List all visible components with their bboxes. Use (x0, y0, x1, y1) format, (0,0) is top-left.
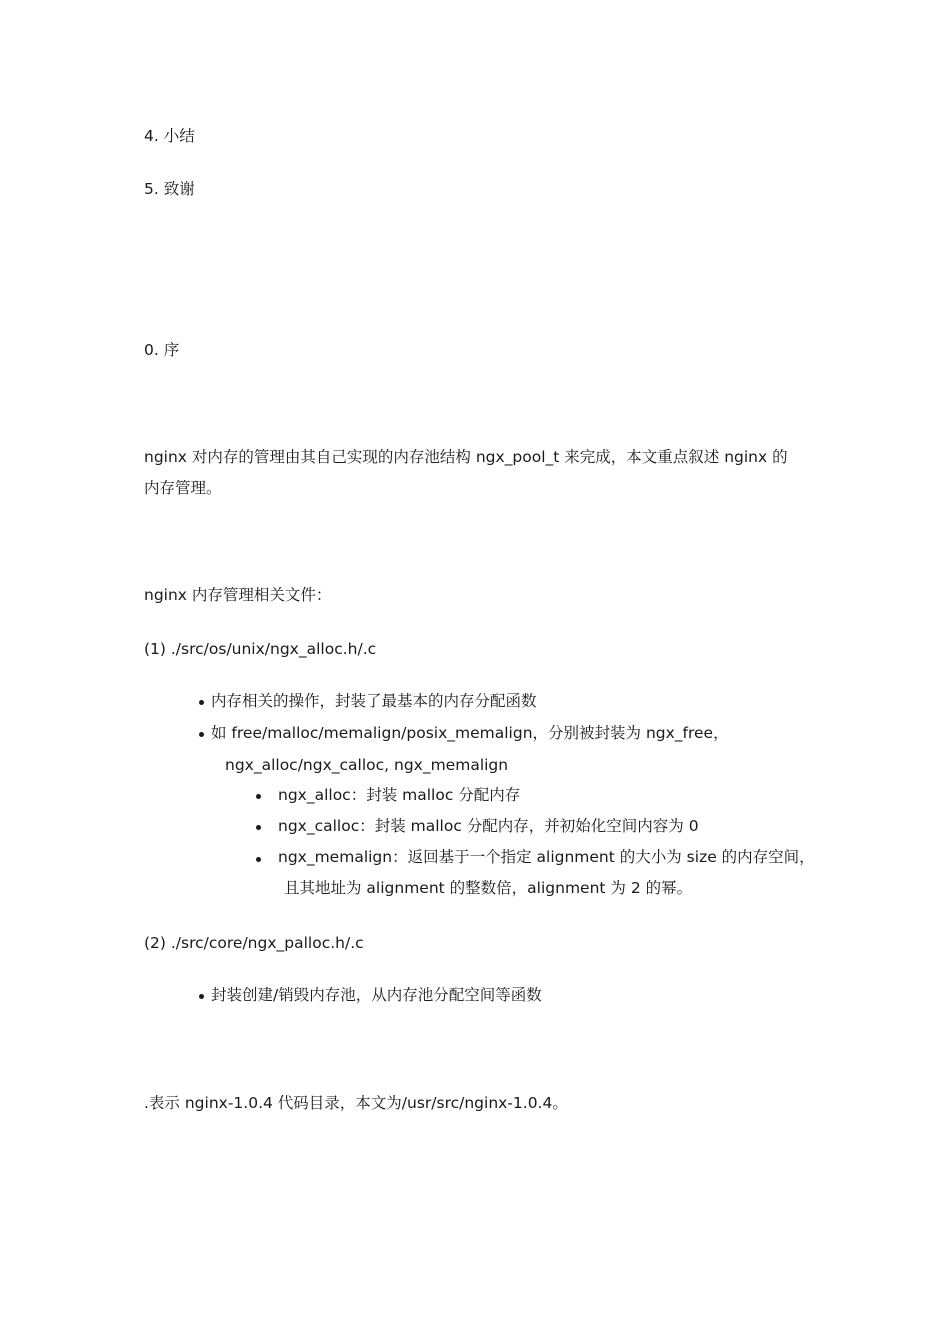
intro-paragraph-line-2: 内存管理。 (144, 479, 222, 497)
sub-list-item: ngx_alloc：封装 malloc 分配内存 (278, 786, 521, 804)
list-item: 内存相关的操作，封装了最基本的内存分配函数 (211, 692, 537, 710)
toc-item-acknowledgements: 5. 致谢 (144, 180, 195, 198)
bullet-dot-icon (256, 794, 261, 799)
list-item-continuation: ngx_alloc/ngx_calloc, ngx_memalign (225, 756, 509, 774)
sub-list-item: ngx_calloc：封装 malloc 分配内存，并初始化空间内容为 0 (278, 817, 699, 835)
bullet-dot-icon (199, 994, 204, 999)
related-files-heading: nginx 内存管理相关文件： (144, 586, 332, 604)
bullet-dot-icon (256, 825, 261, 830)
sub-list-item-continuation: 且其地址为 alignment 的整数倍，alignment 为 2 的幂。 (284, 879, 693, 897)
bullet-dot-icon (256, 857, 261, 862)
sub-list-item: ngx_memalign：返回基于一个指定 alignment 的大小为 size 的内存空间， (278, 848, 815, 866)
source-directory-note: .表示 nginx-1.0.4 代码目录，本文为/usr/src/nginx-1.0.4。 (144, 1094, 568, 1112)
file-path-ngx-alloc: (1) ./src/os/unix/ngx_alloc.h/.c (144, 640, 377, 658)
list-item: 如 free/malloc/memalign/posix_memalign，分别被封装为 ngx_free， (211, 724, 729, 742)
section-heading-preface: 0. 序 (144, 341, 180, 359)
file-path-ngx-palloc: (2) ./src/core/ngx_palloc.h/.c (144, 934, 364, 952)
intro-paragraph-line-1: nginx 对内存的管理由其自己实现的内存池结构 ngx_pool_t 来完成，本文重点叙述 nginx 的 (144, 448, 788, 466)
bullet-dot-icon (199, 732, 204, 737)
toc-item-summary: 4. 小结 (144, 127, 195, 145)
list-item: 封装创建/销毁内存池，从内存池分配空间等函数 (211, 986, 542, 1004)
bullet-dot-icon (199, 700, 204, 705)
